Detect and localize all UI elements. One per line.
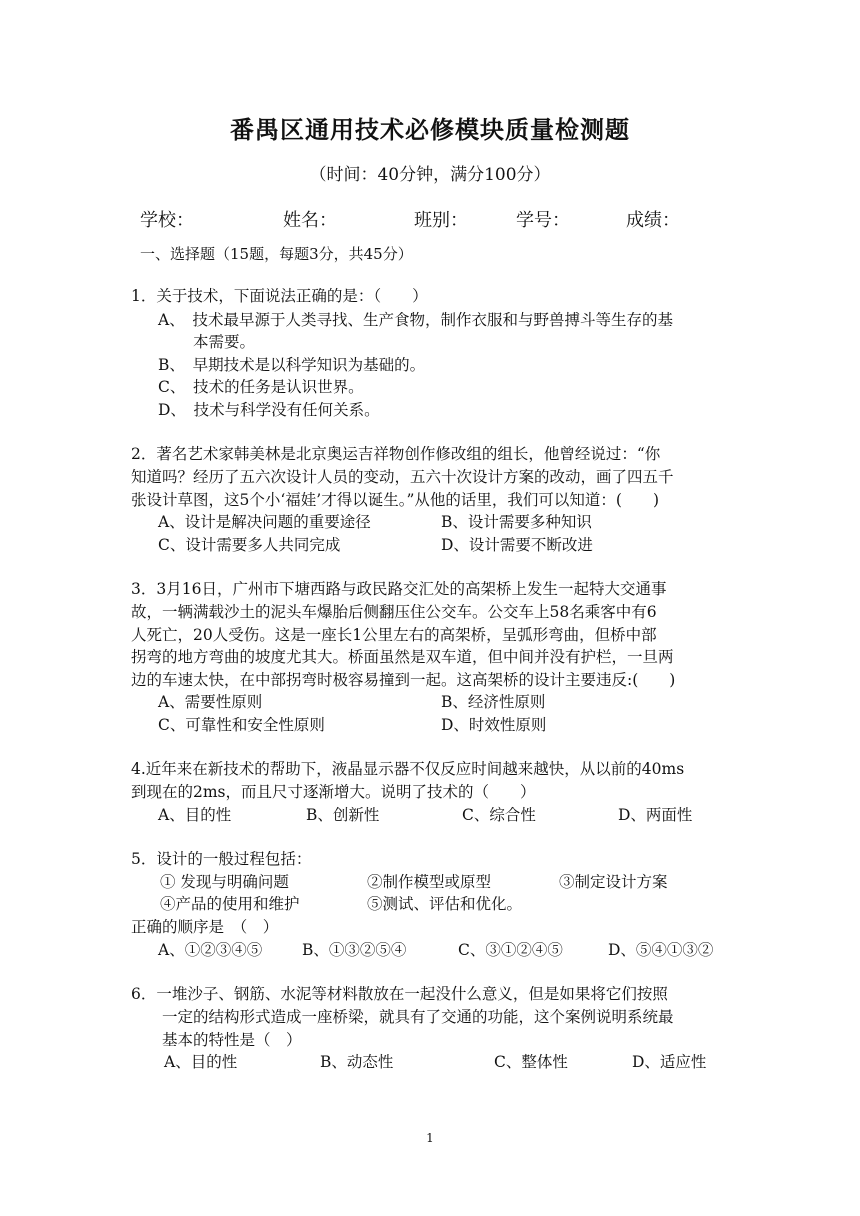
field-school: 学校： [140, 210, 194, 231]
option-c: C、可靠性和安全性原则 [158, 716, 325, 734]
question-stem-line: 到现在的2ms，而且尺寸逐渐增大。说明了技术的（ ） [131, 783, 536, 801]
question-stem-line: 张设计草图，这5个小‘福娃’才得以诞生。”从他的话里，我们可以知道：( ) [131, 491, 659, 509]
field-student-id: 学号： [516, 210, 570, 231]
option-b: B、①③②⑤④ [302, 941, 407, 959]
option-a: A、目的性 [164, 1053, 238, 1071]
question-stem-line: 一定的结构形式造成一座桥梁，就具有了交通的功能，这个案例说明系统最 [162, 1008, 674, 1026]
option-a: A、设计是解决问题的重要途径 [158, 513, 371, 531]
option-b: B、 早期技术是以科学知识为基础的。 [158, 356, 426, 374]
field-score: 成绩： [626, 210, 680, 231]
option-b: B、动态性 [320, 1053, 394, 1071]
question-stem-line: 边的车速太快，在中部拐弯时极容易撞到一起。这高架桥的设计主要违反:( ) [131, 671, 676, 689]
option-d: D、适应性 [632, 1053, 707, 1071]
step-3: ③制定设计方案 [559, 873, 668, 891]
option-c: C、③①②④⑤ [458, 941, 563, 959]
option-d: D、 技术与科学没有任何关系。 [158, 401, 380, 419]
option-b: B、经济性原则 [441, 693, 546, 711]
question-stem-line: 拐弯的地方弯曲的坡度尤其大。桥面虽然是双车道，但中间并没有护栏，一旦两 [131, 648, 674, 666]
option-b: B、设计需要多种知识 [441, 513, 592, 531]
option-b: B、创新性 [306, 806, 380, 824]
question-stem-line: 2．著名艺术家韩美林是北京奥运吉祥物创作修改组的组长，他曾经说过：“你 [131, 445, 661, 463]
field-class: 班别： [414, 210, 468, 231]
option-a: A、需要性原则 [158, 693, 263, 711]
page-subtitle: （时间：40分钟，满分100分） [309, 165, 551, 185]
question-stem-line: 故，一辆满载沙土的泥头车爆胎后侧翻压住公交车。公交车上58名乘客中有6 [131, 603, 657, 621]
question-stem: 1．关于技术，下面说法正确的是：（ ） [131, 287, 428, 305]
option-a: A、目的性 [158, 806, 232, 824]
question-stem: 5．设计的一般过程包括： [131, 850, 312, 868]
option-c: C、综合性 [462, 806, 536, 824]
step-5: ⑤测试、评估和优化。 [367, 895, 523, 913]
option-a: A、 技术最早源于人类寻找、生产食物，制作衣服和与野兽搏斗等生存的基 [158, 311, 673, 329]
question-prompt: 正确的顺序是 （ ） [131, 918, 279, 936]
option-c: C、整体性 [494, 1053, 568, 1071]
step-2: ②制作模型或原型 [367, 873, 492, 891]
question-stem-line: 4.近年来在新技术的帮助下，液晶显示器不仅反应时间越来越快，从以前的40ms [131, 760, 685, 778]
step-4: ④产品的使用和维护 [160, 895, 300, 913]
page-title: 番禺区通用技术必修模块质量检测题 [230, 116, 630, 144]
section-heading: 一、选择题（15题，每题3分，共45分） [140, 245, 413, 263]
option-a-continued: 本需要。 [193, 333, 256, 351]
option-d: D、设计需要不断改进 [441, 536, 593, 554]
option-d: D、时效性原则 [441, 716, 547, 734]
option-c: C、 技术的任务是认识世界。 [158, 378, 364, 396]
option-d: D、两面性 [618, 806, 693, 824]
student-info-row [0, 206, 860, 232]
question-stem-line: 6．一堆沙子、钢筋、水泥等材料散放在一起没什么意义，但是如果将它们按照 [131, 985, 668, 1003]
option-d: D、⑤④①③② [608, 941, 714, 959]
field-name: 姓名： [283, 210, 337, 231]
question-stem-line: 知道吗？经历了五六次设计人员的变动，五六十次设计方案的改动，画了四五千 [131, 468, 674, 486]
question-stem-line: 基本的特性是（ ） [162, 1031, 302, 1049]
page-number: 1 [426, 1131, 434, 1145]
step-1: ① 发现与明确问题 [160, 873, 289, 891]
question-stem-line: 3．3月16日，广州市下塘西路与政民路交汇处的高架桥上发生一起特大交通事 [131, 580, 667, 598]
option-c: C、设计需要多人共同完成 [158, 536, 341, 554]
option-a: A、①②③④⑤ [158, 941, 263, 959]
question-stem-line: 人死亡，20人受伤。这是一座长1公里左右的高架桥，呈弧形弯曲，但桥中部 [131, 626, 657, 644]
